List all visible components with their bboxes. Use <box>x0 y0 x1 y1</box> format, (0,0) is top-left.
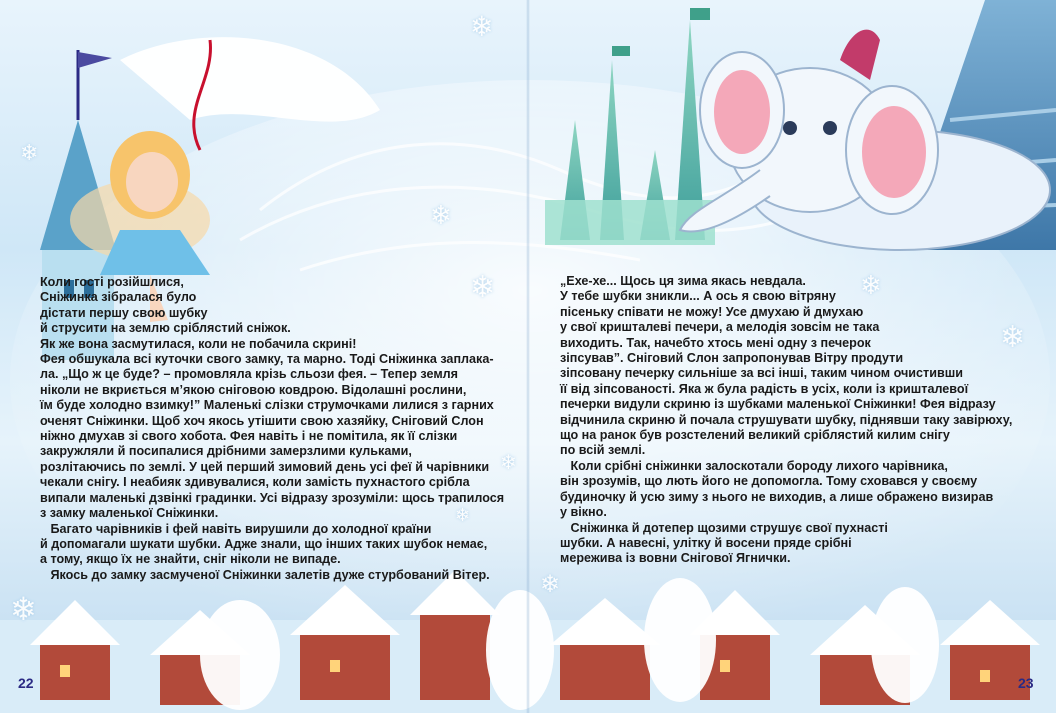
right-page-text: „Ехе-хе... Щось ця зима якась невдала. У тебе шубки зникли... А ось я свою вітряну пісеньку співати не можу! Усе дмухаю й дмухаю у свої кришталеві печери, а мелодія зовсім не така виходить. Так, начебто хтось мені одну з печерок зіпсував”. Сніговий Слон запропонував Вітру продути зіпсовану печерку сильніше за всі інші, таким чином очистивши її від зіпсованості. Яка ж була радість в усіх, коли із кришталевої печерки видули скриню із шубками маленької Сніжинки! Фея відразу відчинила скриню й почала струшувати шубку, піднявши таку завірюху, що на ранок був розстелений великий сріблястий килим снігу по всій землі. Коли срібні сніжинки залоскотали бороду лихого чарівника, він зрозумів, що лють його не допомогла. Тому сховався у своєму будиночку й усю зиму з нього не виходив, а лише ображено визирав у вікно. Сніжинка й дотепер щозими струшує свої пухнасті шубки. А навесні, улітку й восени пряде срібні мережива із вовни Снігової Ягнички. <box>560 274 1013 566</box>
snowflake-icon: ❄ <box>500 452 517 474</box>
left-page-number: 22 <box>18 675 34 691</box>
right-page-number: 23 <box>1018 675 1034 691</box>
snowflake-icon: ❄ <box>470 11 494 42</box>
snowflake-icon: ❄ <box>540 571 561 598</box>
snowflake-icon: ❄ <box>455 505 471 525</box>
left-page-text: Коли гості розійшлися, Сніжинка зібралася було дістати першу свою шубку й струсити на землю сріблястий сніжок. Як же вона засмутилася, коли не побачила скрині! Фея обшукала всі куточки свого замку, та марно. Тоді Сніжинка заплака- ла. „Що ж це буде? – промовляла крізь сльози фея. – Тепер земля ніколи не вкриється м’якою сніговою ковдрою. Відолашні рослини, їм буде холодно взимку!” Маленькі слізки струмочками лилися з гарних оченят Сніжинки. Щоб хоч якось утішити свою хазяйку, Сніговий Слон ніжно дмухав зі свого хобота. Фея навіть і не помітила, як її слізки закружляли й посипалися дрібними замерзлими кульками, розлітаючись по землі. У цей перший зимовий день усі феї й чарівники чекали снігу. І неабияк здивувалися, коли замість пухнастого срібла випали маленькі дзвінкі градинки. Усі відразу зрозуміли: щось трапилося з замку маленької Сніжинки. Багато чарівників і фей навіть вирушили до холодної країни й допомагали шукати шубки. Адже знали, що інших таких шубок немає, а тому, якщо їх не знайти, сніг ніколи не випаде. Якось до замку засмученої Сніжинки залетів дуже стурбований Вітер. <box>40 275 505 582</box>
snowflake-icon: ❄ <box>470 271 496 304</box>
snowflake-icon: ❄ <box>430 200 452 230</box>
snowflake-icon: ❄ <box>20 140 39 165</box>
snowflake-icon: ❄ <box>1000 321 1026 354</box>
snowflake-icon: ❄ <box>10 591 37 627</box>
snowflake-icon: ❄ <box>860 270 882 300</box>
right-page <box>528 0 1056 713</box>
